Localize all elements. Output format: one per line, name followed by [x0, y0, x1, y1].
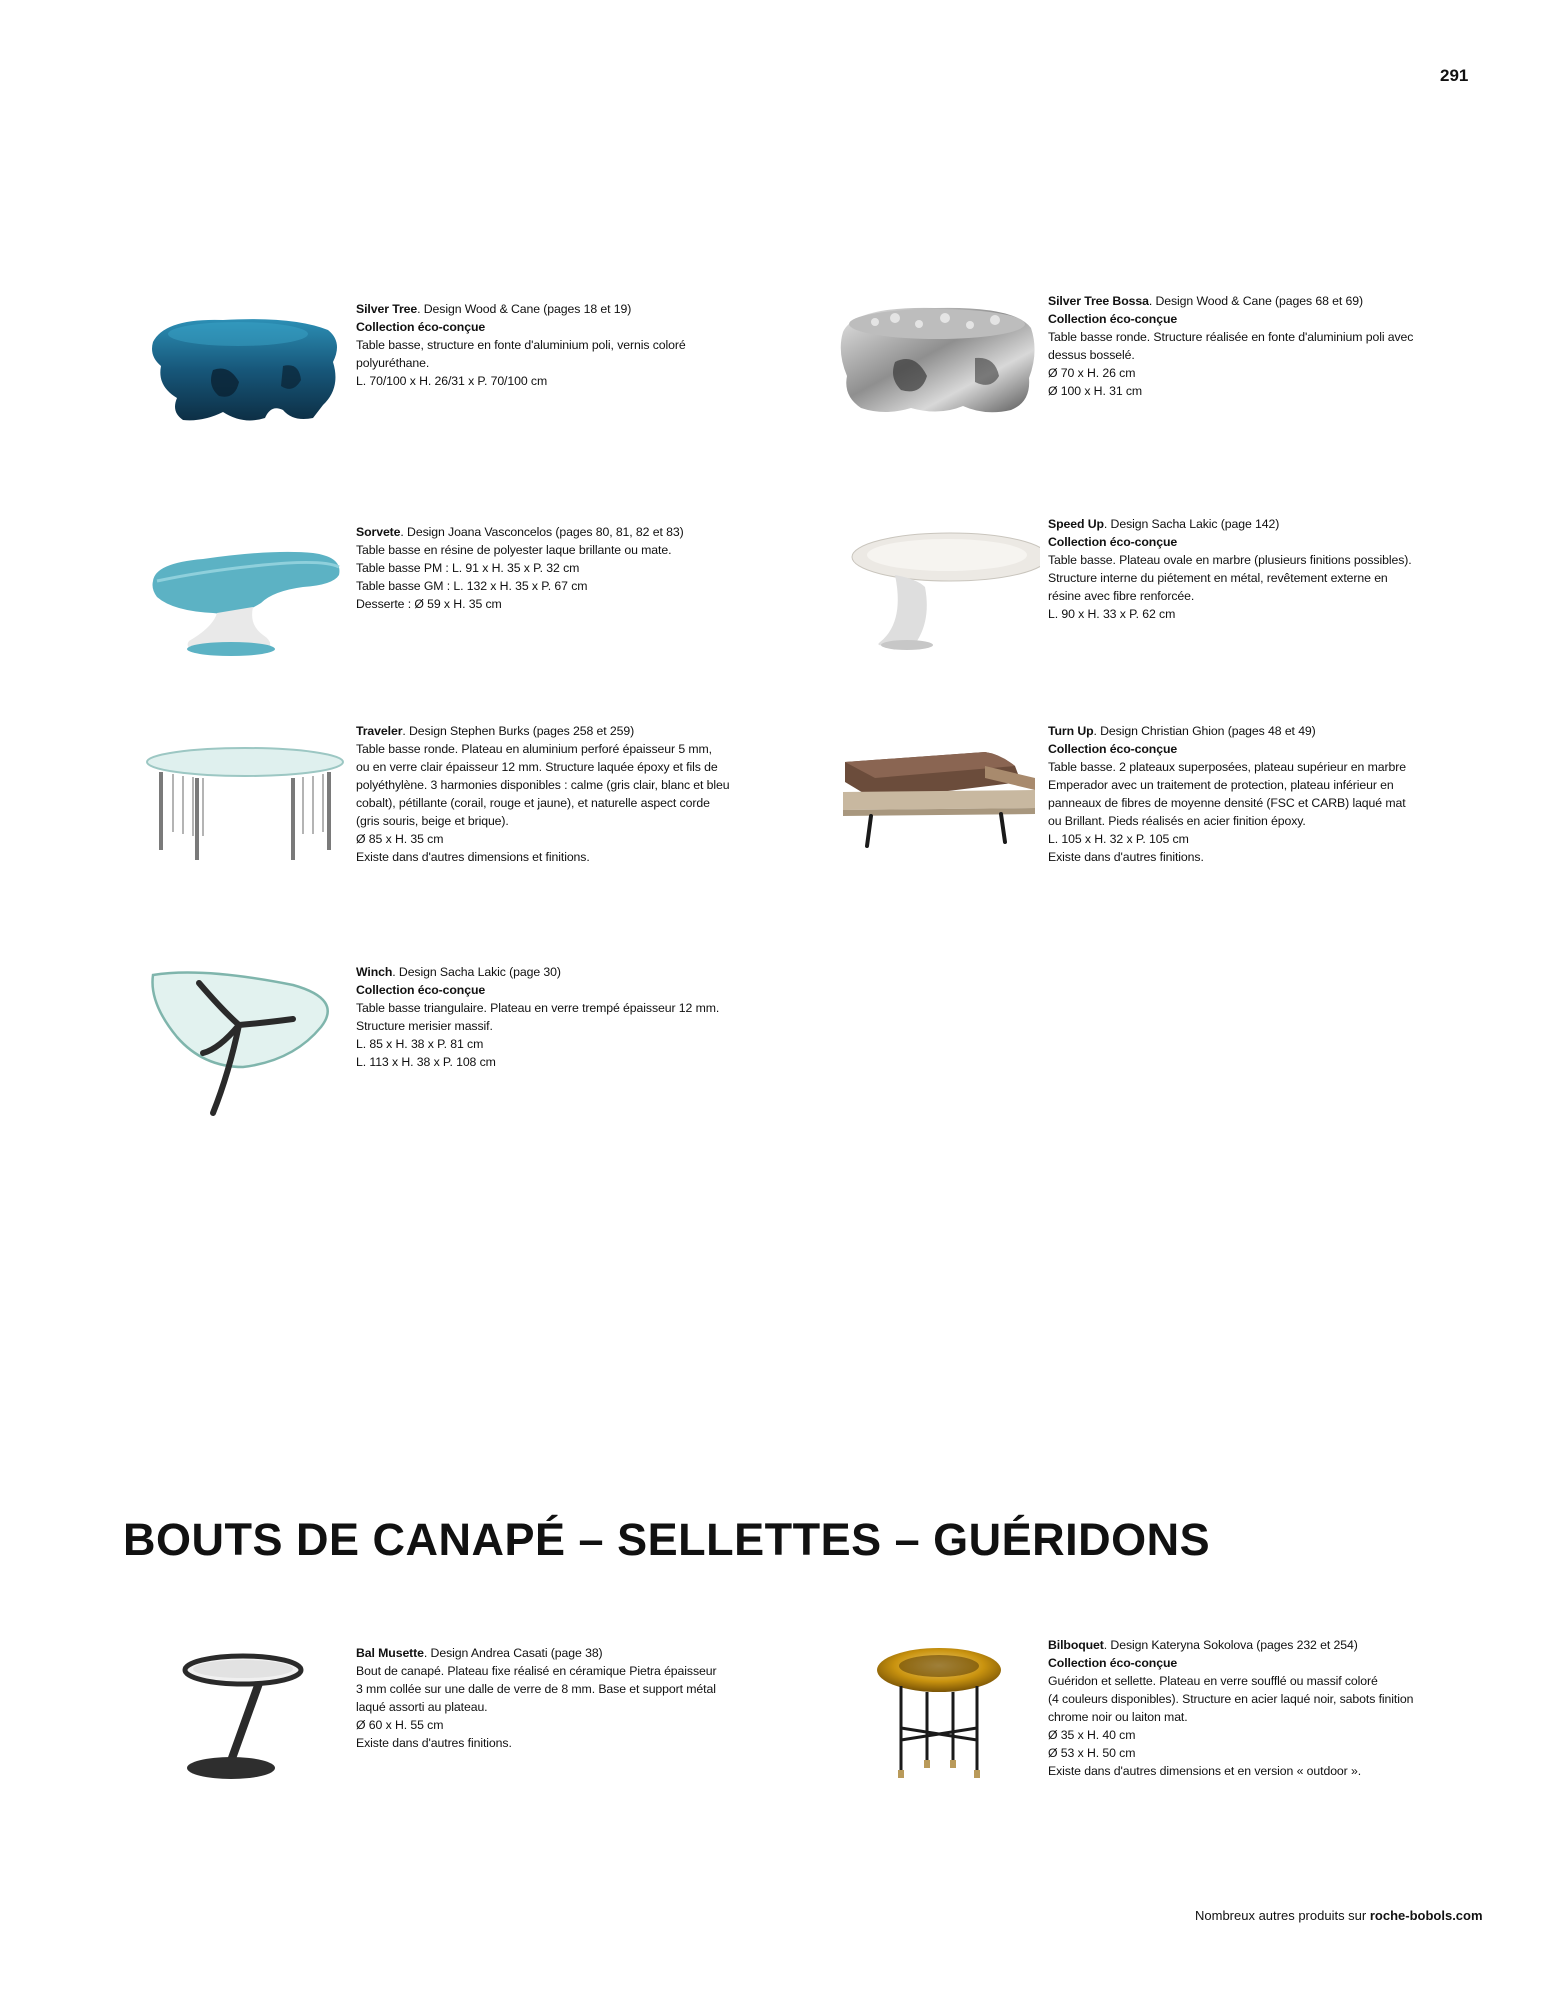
product-designer: . Design Stephen Burks (pages 258 et 259) — [402, 724, 635, 738]
product-name: Winch — [356, 965, 393, 979]
product-detail-line: ou en verre clair épaisseur 12 mm. Structure laquée époxy et fils de — [356, 760, 718, 774]
two-tier-marble-table-icon — [835, 722, 1040, 892]
product-detail-line: résine avec fibre renforcée. — [1048, 589, 1195, 603]
product-detail-line: Structure merisier massif. — [356, 1019, 493, 1033]
product-detail-line: Existe dans d'autres finitions. — [1048, 850, 1204, 864]
product-detail-line: Guéridon et sellette. Plateau en verre soufflé ou massif coloré — [1048, 1674, 1378, 1688]
product-detail-line: (gris souris, beige et brique). — [356, 814, 509, 828]
product-bilboquet — [835, 1636, 1515, 1846]
product-detail-line: Table basse GM : L. 132 x H. 35 x P. 67 cm — [356, 579, 588, 593]
product-designer: . Design Wood & Cane (pages 18 et 19) — [417, 302, 632, 316]
product-bal-musette — [143, 1644, 823, 1854]
product-collection: Collection éco-conçue — [1048, 535, 1178, 549]
product-detail-line: Existe dans d'autres dimensions et finitions. — [356, 850, 590, 864]
product-designer: . Design Sacha Lakic (page 142) — [1103, 517, 1280, 531]
product-name: Sorvete — [356, 525, 401, 539]
product-description — [1048, 722, 1473, 866]
product-description — [356, 722, 781, 866]
product-detail-line: 3 mm collée sur une dalle de verre de 8 mm. Base et support métal — [356, 1682, 716, 1696]
product-detail-line: Ø 35 x H. 40 cm — [1048, 1728, 1136, 1742]
product-detail-line: Desserte : Ø 59 x H. 35 cm — [356, 597, 502, 611]
blue-sculpted-coffee-table-icon — [143, 300, 348, 470]
product-detail-line: Ø 60 x H. 55 cm — [356, 1718, 444, 1732]
product-description — [356, 963, 781, 1071]
product-description — [1048, 1636, 1473, 1780]
product-detail-line: L. 90 x H. 33 x P. 62 cm — [1048, 607, 1176, 621]
silver-hammered-coffee-table-icon — [835, 292, 1040, 462]
product-name: Bilboquet — [1048, 1638, 1104, 1652]
product-detail-line: Structure interne du piétement en métal, revêtement externe en — [1048, 571, 1388, 585]
product-detail-line: Existe dans d'autres dimensions et en version « outdoor ». — [1048, 1764, 1362, 1778]
product-detail-line: chrome noir ou laiton mat. — [1048, 1710, 1188, 1724]
product-detail-line: laqué assorti au plateau. — [356, 1700, 488, 1714]
product-collection: Collection éco-conçue — [356, 983, 486, 997]
product-designer: . Design Sacha Lakic (page 30) — [392, 965, 561, 979]
product-name: Silver Tree — [356, 302, 418, 316]
product-detail-line: Existe dans d'autres finitions. — [356, 1736, 512, 1750]
product-detail-line: dessus bosselé. — [1048, 348, 1135, 362]
website-link[interactable]: roche-bobols.com — [1369, 1908, 1483, 1923]
product-detail-line: cobalt), pétillante (corail, rouge et jaune), et naturelle aspect corde — [356, 796, 710, 810]
product-detail-line: Table basse triangulaire. Plateau en verre trempé épaisseur 12 mm. — [356, 1001, 720, 1015]
product-description — [1048, 292, 1473, 400]
product-detail-line: Table basse ronde. Plateau en aluminium perforé épaisseur 5 mm, — [356, 742, 712, 756]
product-designer: . Design Kateryna Sokolova (pages 232 et 254) — [1103, 1638, 1358, 1652]
product-detail-line: Bout de canapé. Plateau fixe réalisé en céramique Pietra épaisseur — [356, 1664, 717, 1678]
footer-text: Nombreux autres produits sur — [1195, 1908, 1370, 1923]
product-silver-tree-bossa — [835, 292, 1515, 502]
product-detail-line: Table basse PM : L. 91 x H. 35 x P. 32 cm — [356, 561, 580, 575]
product-detail-line: Ø 53 x H. 50 cm — [1048, 1746, 1136, 1760]
product-name: Silver Tree Bossa — [1048, 294, 1149, 308]
product-winch — [143, 963, 823, 1173]
product-designer: . Design Andrea Casati (page 38) — [423, 1646, 603, 1660]
product-detail-line: L. 105 x H. 32 x P. 105 cm — [1048, 832, 1189, 846]
product-name: Speed Up — [1048, 517, 1104, 531]
product-designer: . Design Christian Ghion (pages 48 et 49) — [1093, 724, 1316, 738]
product-detail-line: Table basse. Plateau ovale en marbre (plusieurs finitions possibles). — [1048, 553, 1412, 567]
product-detail-line: Emperador avec un traitement de protection, plateau inférieur en — [1048, 778, 1394, 792]
product-detail-line: (4 couleurs disponibles). Structure en acier laqué noir, sabots finition — [1048, 1692, 1414, 1706]
product-detail-line: Table basse. 2 plateaux superposées, plateau supérieur en marbre — [1048, 760, 1406, 774]
product-designer: . Design Wood & Cane (pages 68 et 69) — [1148, 294, 1363, 308]
product-collection: Collection éco-conçue — [1048, 1656, 1178, 1670]
product-collection: Collection éco-conçue — [356, 320, 486, 334]
product-detail-line: Table basse, structure en fonte d'aluminium poli, vernis coloré — [356, 338, 686, 352]
product-detail-line: Ø 70 x H. 26 cm — [1048, 366, 1136, 380]
product-turn-up — [835, 722, 1515, 932]
footer-note — [1195, 1908, 1483, 1923]
product-detail-line: polyéthylène. 3 harmonies disponibles : calme (gris clair, blanc et bleu — [356, 778, 730, 792]
product-detail-line: Ø 100 x H. 31 cm — [1048, 384, 1143, 398]
oval-marble-table-icon — [835, 515, 1040, 685]
product-collection: Collection éco-conçue — [1048, 742, 1178, 756]
page-number: 291 — [1440, 66, 1469, 85]
turquoise-kidney-table-icon — [143, 523, 348, 693]
round-glass-corded-table-icon — [143, 722, 348, 892]
product-detail-line: L. 85 x H. 38 x P. 81 cm — [356, 1037, 484, 1051]
product-description — [356, 1644, 781, 1752]
triangular-glass-table-icon — [143, 963, 348, 1133]
product-speed-up — [835, 515, 1515, 725]
product-detail-line: L. 113 x H. 38 x P. 108 cm — [356, 1055, 496, 1069]
product-sorvete — [143, 523, 823, 733]
product-name: Turn Up — [1048, 724, 1094, 738]
product-name: Traveler — [356, 724, 403, 738]
product-detail-line: L. 70/100 x H. 26/31 x P. 70/100 cm — [356, 374, 548, 388]
side-table-z-base-icon — [143, 1644, 348, 1814]
product-detail-line: Table basse ronde. Structure réalisée en fonte d'aluminium poli avec — [1048, 330, 1414, 344]
product-collection: Collection éco-conçue — [1048, 312, 1178, 326]
product-detail-line: Table basse en résine de polyester laque brillante ou mate. — [356, 543, 672, 557]
product-description — [356, 523, 781, 613]
product-traveler — [143, 722, 823, 932]
product-detail-line: polyuréthane. — [356, 356, 430, 370]
amber-glass-gueridon-icon — [835, 1636, 1040, 1806]
product-name: Bal Musette — [356, 1646, 424, 1660]
product-designer: . Design Joana Vasconcelos (pages 80, 81, 82 et 83) — [400, 525, 684, 539]
product-silver-tree — [143, 300, 823, 510]
product-detail-line: Ø 85 x H. 35 cm — [356, 832, 444, 846]
product-description — [356, 300, 781, 390]
product-detail-line: ou Brillant. Pieds réalisés en acier finition époxy. — [1048, 814, 1306, 828]
section-title: BOUTS DE CANAPÉ – SELLETTES – GUÉRIDONS — [123, 1514, 1211, 1565]
product-description — [1048, 515, 1473, 623]
product-detail-line: panneaux de fibres de moyenne densité (FSC et CARB) laqué mat — [1048, 796, 1406, 810]
